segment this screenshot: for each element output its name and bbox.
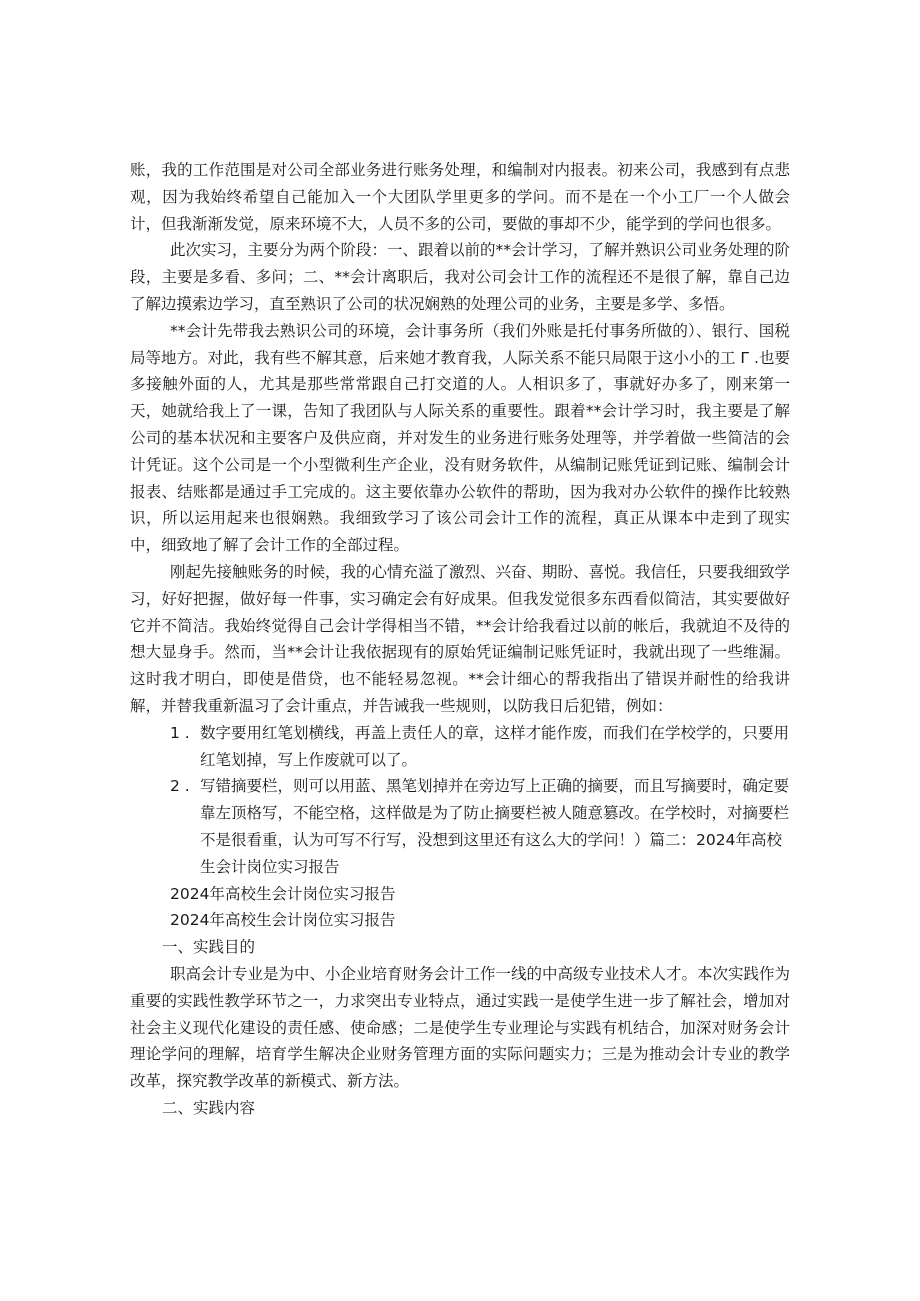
list-item-number: 1 .	[170, 723, 190, 742]
paragraph-company-environment: **会计先带我去熟识公司的环境，会计事务所（我们外账是托付事务所做的）、银行、国税局等地方。对此，我有些不解其意，后来她才教育我，人际关系不能只局限于这小小的工 Γ .也要多接触外面的人，尤其是那些常常跟自己打交道的人。人相识多了，事就好办多了，刚来第一天，她就给我上了一课，告知了我团队与人际关系的重要性。跟着**会计学习时，我主要是了解公司的基本状况和主要客户及供应商，并对发生的业务进行账务处理等，并学着做一些简洁的会计凭证。这个公司是一个小型微利生产企业，没有财务软件，从编制记账凭证到记账、编制会计报表、结账都是通过手工完成的。这主要依靠办公软件的帮助，因为我对办公软件的操作比较熟识，所以运用起来也很娴熟。我细致学习了该公司会计工作的流程，真正从课本中走到了现实中，细致地了解了会计工作的全部过程。	[130, 321, 790, 555]
list-item-number: 2 .	[170, 777, 190, 796]
report-title-line: 2024年高校生会计岗位实习报告	[170, 884, 396, 903]
paragraph-continuation: 账，我的工作范围是对公司全部业务进行账务处理，和编制对内报表。初来公司，我感到有点悲观，因为我始终希望自己能加入一个大团队学里更多的学问。而不是在一个小工厂一个人做会计，但我渐渐发觉，原来环境不大，人员不多的公司，要做的事却不少，能学到的学问也很多。	[130, 161, 790, 233]
paragraph-internship-stages: 此次实习，主要分为两个阶段：一、跟着以前的**会计学习，了解并熟识公司业务处理的阶段，主要是多看、多问；二、**会计离职后，我对公司会计工作的流程还不是很了解，靠自己边了解边摸索边学习，直至熟识了公司的状况娴熟的处理公司的业务，主要是多学、多悟。	[130, 241, 791, 313]
document-body	[130, 157, 790, 1122]
list-item-text: 数字要用红笔划横线，再盖上责任人的章，这样才能作废，而我们在学校学的，只要用红笔划掉，写上作废就可以了。	[200, 723, 790, 769]
list-item	[170, 720, 790, 774]
paragraph-practice-purpose: 职高会计专业是为中、小企业培育财务会计工作一线的中高级专业技术人才。本次实践作为重要的实践性教学环节之一，力求突出专业特点，通过实践一是使学生进一步了解社会，增加对社会主义现代化建设的责任感、使命感；二是使学生专业理论与实践有机结合，加深对财务会计理论学问的理解，培育学生解决企业财务管理方面的实际问题实力；三是为推动会计专业的教学改革，探究教学改革的新模式、新方法。	[130, 964, 791, 1091]
section-heading-purpose: 一、实践目的	[162, 938, 256, 957]
section-heading-content: 二、实践内容	[162, 1098, 256, 1117]
report-title-line: 2024年高校生会计岗位实习报告	[170, 911, 396, 930]
list-item	[170, 773, 790, 880]
list-item-text: 写错摘要栏，则可以用蓝、黑笔划掉并在旁边写上正确的摘要，而且写摘要时，确定要靠左顶格写，不能空格，这样做是为了防止摘要栏被人随意篡改。在学校时，对摘要栏不是很看重，认为可写不行写，没想到这里还有这么大的学问！）篇二：2024年高校生会计岗位实习报告	[200, 777, 790, 876]
paragraph-first-experience: 刚起先接触账务的时候，我的心情充溢了激烈、兴奋、期盼、喜悦。我信任，只要我细致学习，好好把握，做好每一件事，实习确定会有好成果。但我发觉很多东西看似简洁，其实要做好它并不简洁。我始终觉得自己会计学得相当不错，**会计给我看过以前的帐后，我就迫不及待的想大显身手。然而，当**会计让我依据现有的原始凭证编制记账凭证时，我就出现了一些维漏。这时我才明白，即使是借贷，也不能轻易忽视。**会计细心的帮我指出了错误并耐性的给我讲解，并替我重新温习了会计重点，并告诫我一些规则，以防我日后犯错，例如：	[130, 562, 791, 715]
